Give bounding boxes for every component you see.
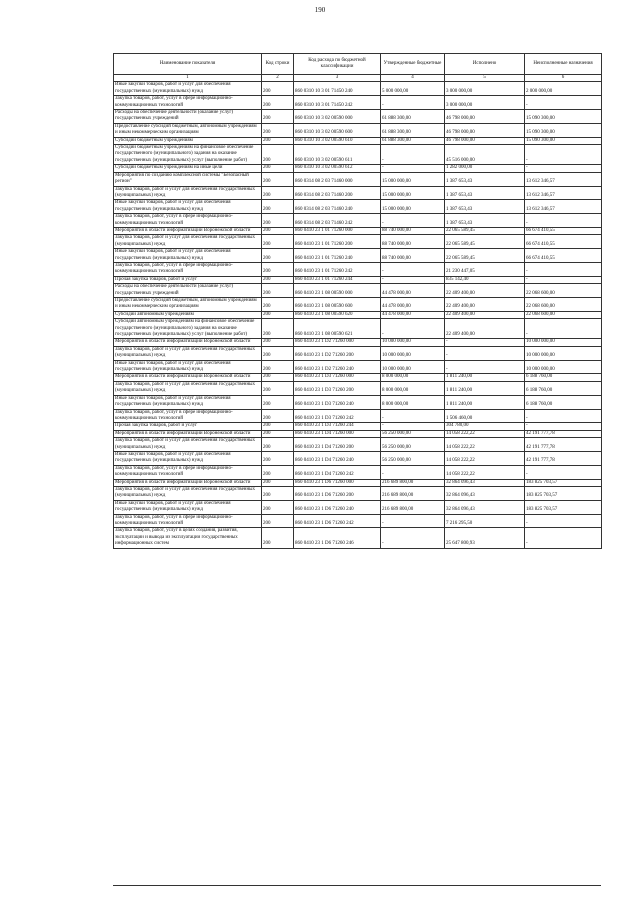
row-approved: 15 000 000,00 [381,200,445,214]
row-executed: 14 058 222,22 [445,465,525,479]
table-row [114,465,602,479]
row-line-code: 200 [262,200,294,214]
row-remaining: - [525,465,602,479]
row-approved: 5 000 000,00 [381,82,445,96]
table-row [114,249,602,263]
table-row [114,214,602,228]
row-line-code: 200 [262,500,294,514]
bottom-rule [113,885,601,886]
row-name: Закупка товаров, работ, услуг в сфере информационно-коммуникационных технологий [114,514,262,528]
column-number: 5 [445,75,525,82]
row-name: Мероприятия в области информатизации Воронежской области [114,374,262,381]
row-remaining: 10 000 000,00 [525,360,602,374]
row-executed: 45 516 000,00 [445,145,525,165]
row-name: Закупка товаров, работ, услуг в сфере информационно-коммуникационных технологий [114,96,262,110]
column-number: 2 [262,75,294,82]
row-approved: - [381,96,445,110]
row-name: Мероприятия в области информатизации Воронежской области [114,227,262,234]
row-approved: 15 000 000,00 [381,172,445,186]
row-budget-code: 860 0410 23 1 D4 71260 242 [294,465,381,479]
row-executed: 32 864 096,43 [445,479,525,486]
row-budget-code: 860 0410 23 1 D3 71260 244 [294,423,381,430]
row-budget-code: 860 0410 23 1 01 71260 242 [294,262,381,276]
row-line-code: 200 [262,514,294,528]
row-remaining: 66 674 410,55 [525,235,602,249]
row-remaining: 15 090 300,00 [525,123,602,137]
row-approved: 8 000 000,00 [381,374,445,381]
row-remaining: 13 612 346,57 [525,172,602,186]
row-remaining: - [525,145,602,165]
row-approved: 8 000 000,00 [381,395,445,409]
row-name: Закупка товаров, работ, услуг в сфере информационно-коммуникационных технологий [114,214,262,228]
row-budget-code: 860 0410 23 1 08 00590 620 [294,311,381,318]
row-name: Закупка товаров, работ и услуг для обеспечения государственных (муниципальных) нужд [114,486,262,500]
row-budget-code: 860 0410 23 1 D3 71260 000 [294,374,381,381]
row-budget-code: 860 0410 23 1 01 71260 240 [294,249,381,263]
row-remaining: 42 191 777,78 [525,430,602,437]
row-executed: 46 798 000,00 [445,137,525,144]
row-approved: 88 740 000,00 [381,227,445,234]
table-row [114,235,602,249]
row-name: Закупка товаров, работ и услуг для обеспечения государственных (муниципальных) нужд [114,346,262,360]
row-approved: 10 000 000,00 [381,339,445,346]
row-line-code: 200 [262,235,294,249]
row-budget-code: 860 0410 23 1 08 00590 600 [294,298,381,312]
budget-table [113,53,602,549]
table-row [114,514,602,528]
row-name: Иные закупки товаров, работ и услуг для обеспечения государственных (муниципальных) нужд [114,500,262,514]
row-approved: - [381,145,445,165]
row-approved: 44 478 000,00 [381,284,445,298]
row-name: Субсидии автономным учреждениям на финансовое обеспечение государственного (муниципального) задания на оказание государственных (муниципальных) услуг (выполнение работ) [114,319,262,339]
row-name: Иные закупки товаров, работ и услуг для обеспечения государственных (муниципальных) нужд [114,249,262,263]
row-approved: - [381,165,445,172]
row-line-code: 200 [262,311,294,318]
table-row [114,123,602,137]
row-name: Мероприятия в области информатизации Воронежской области [114,430,262,437]
header-line-code: Код строки [262,54,294,75]
row-remaining: - [525,409,602,423]
row-budget-code: 860 0410 23 1 08 00590 621 [294,319,381,339]
table-row [114,479,602,486]
row-budget-code: 860 0314 08 2 03 71460 000 [294,172,381,186]
row-budget-code: 860 0410 23 1 D6 71260 240 [294,500,381,514]
row-line-code: 200 [262,145,294,165]
row-budget-code: 860 0410 23 1 01 71260 200 [294,235,381,249]
row-remaining: 13 612 346,57 [525,186,602,200]
row-remaining: 10 000 000,00 [525,339,602,346]
row-budget-code: 860 0410 23 1 D2 71260 000 [294,339,381,346]
row-remaining: 22 068 600,00 [525,298,602,312]
row-name: Прочая закупка товаров, работ и услуг [114,423,262,430]
row-line-code: 200 [262,165,294,172]
header-row [114,54,602,75]
row-line-code: 200 [262,465,294,479]
row-remaining: 13 612 346,57 [525,200,602,214]
row-approved: 61 888 300,00 [381,137,445,144]
row-approved: 216 689 800,00 [381,500,445,514]
row-executed: 32 864 096,43 [445,500,525,514]
column-number: 1 [114,75,262,82]
row-line-code: 200 [262,214,294,228]
row-line-code: 200 [262,346,294,360]
row-line-code: 200 [262,137,294,144]
row-budget-code: 860 0410 23 1 01 71260 244 [294,276,381,283]
row-executed: - [445,360,525,374]
row-executed: 22 409 400,00 [445,284,525,298]
row-executed: - [445,339,525,346]
row-name: Расходы на обеспечение деятельности (оказание услуг) государственных учреждений [114,110,262,124]
row-remaining: 6 188 760,00 [525,374,602,381]
table-row [114,110,602,124]
row-remaining: 183 825 703,57 [525,500,602,514]
row-budget-code: 860 0410 23 1 D4 71260 240 [294,451,381,465]
header-executed: Исполнено [445,54,525,75]
row-remaining: 15 090 300,00 [525,110,602,124]
row-approved: 44 478 000,00 [381,298,445,312]
row-approved: - [381,409,445,423]
row-line-code: 200 [262,409,294,423]
row-budget-code: 860 0410 23 1 D6 71260 000 [294,479,381,486]
row-name: Субсидии бюджетным учреждениям на иные цели [114,165,262,172]
row-approved: - [381,465,445,479]
row-budget-code: 860 0410 23 1 D3 71260 242 [294,409,381,423]
row-name: Субсидии бюджетным учреждениям на финансовое обеспечение государственного (муниципального) задания на оказание государственных (муниципальных) услуг (выполнение работ) [114,145,262,165]
row-executed: 46 798 000,00 [445,110,525,124]
row-line-code: 200 [262,479,294,486]
column-number: 6 [525,75,602,82]
row-executed: 3 000 000,00 [445,96,525,110]
row-remaining: - [525,423,602,430]
row-line-code: 200 [262,82,294,96]
row-budget-code: 860 0410 23 1 D2 71260 240 [294,360,381,374]
row-line-code: 200 [262,486,294,500]
row-line-code: 200 [262,319,294,339]
row-executed: 835 142,40 [445,276,525,283]
row-line-code: 200 [262,528,294,548]
row-executed: 1 282 000,00 [445,165,525,172]
table-row [114,486,602,500]
row-approved: 61 888 300,00 [381,123,445,137]
row-name: Закупка товаров, работ, услуг в сфере информационно-коммуникационных технологий [114,465,262,479]
page-number: 190 [314,6,326,14]
row-executed: 1 506 460,00 [445,409,525,423]
row-executed: 1 811 240,00 [445,381,525,395]
row-executed: 22 409 400,00 [445,319,525,339]
row-name: Предоставление субсидий бюджетным, автономным учреждениям и иным некоммерческим организациям [114,298,262,312]
row-line-code: 200 [262,227,294,234]
row-budget-code: 860 0310 10 3 02 00590 612 [294,165,381,172]
table-row [114,319,602,339]
row-approved: - [381,514,445,528]
row-name: Прочая закупка товаров, работ и услуг [114,276,262,283]
row-budget-code: 860 0310 10 3 02 00590 610 [294,137,381,144]
row-executed: 22 065 589,45 [445,227,525,234]
header-name: Наименование показателя [114,54,262,75]
row-line-code: 200 [262,96,294,110]
column-number: 4 [381,75,445,82]
row-remaining: 22 068 600,00 [525,311,602,318]
row-approved: 10 000 000,00 [381,346,445,360]
row-name: Закупка товаров, работ, услуг в сфере информационно-коммуникационных технологий [114,409,262,423]
row-executed: - [445,346,525,360]
table-row [114,276,602,283]
row-executed: 22 065 589,45 [445,249,525,263]
table-row [114,438,602,452]
row-budget-code: 860 0410 23 1 01 71260 000 [294,227,381,234]
table-row [114,145,602,165]
row-budget-code: 860 0314 08 2 03 71460 242 [294,214,381,228]
row-executed: 3 000 000,00 [445,82,525,96]
table-row [114,200,602,214]
table-row [114,423,602,430]
row-remaining: - [525,528,602,548]
row-line-code: 200 [262,298,294,312]
row-remaining: 15 090 300,00 [525,137,602,144]
row-line-code: 200 [262,438,294,452]
table-row [114,339,602,346]
row-line-code: 200 [262,276,294,283]
row-name: Иные закупки товаров, работ и услуг для обеспечения государственных (муниципальных) нужд [114,451,262,465]
row-approved: 56 250 000,00 [381,438,445,452]
row-budget-code: 860 0310 10 3 01 71450 240 [294,82,381,96]
row-budget-code: 860 0314 08 2 03 71460 240 [294,200,381,214]
row-executed: 22 409 400,00 [445,311,525,318]
row-name: Закупка товаров, работ и услуг для обеспечения государственных (муниципальных) нужд [114,235,262,249]
row-name: Закупка товаров, работ, услуг в сфере информационно-коммуникационных технологий [114,262,262,276]
row-budget-code: 860 0310 10 3 02 00590 611 [294,145,381,165]
row-remaining: - [525,96,602,110]
row-budget-code: 860 0410 23 1 D4 71260 200 [294,438,381,452]
table-row [114,262,602,276]
row-budget-code: 860 0410 23 1 D4 71260 000 [294,430,381,437]
row-executed: 14 058 222,22 [445,430,525,437]
table-row [114,284,602,298]
header-remaining: Неисполненные назначения [525,54,602,75]
table-row [114,82,602,96]
table-row [114,172,602,186]
row-executed: 25 647 800,93 [445,528,525,548]
row-remaining: 10 000 000,00 [525,346,602,360]
row-remaining: - [525,514,602,528]
table-row [114,165,602,172]
row-remaining: - [525,319,602,339]
row-approved: - [381,262,445,276]
row-budget-code: 860 0410 23 1 D3 71260 240 [294,395,381,409]
row-approved: 56 250 000,00 [381,430,445,437]
row-remaining: 2 000 000,00 [525,82,602,96]
row-budget-code: 860 0410 23 1 08 00590 000 [294,284,381,298]
table-row [114,96,602,110]
row-line-code: 200 [262,186,294,200]
row-executed: 1 387 653,43 [445,186,525,200]
row-line-code: 200 [262,360,294,374]
row-line-code: 200 [262,381,294,395]
row-budget-code: 860 0410 23 1 D2 71260 200 [294,346,381,360]
row-name: Иные закупки товаров, работ и услуг для обеспечения государственных (муниципальных) нужд [114,395,262,409]
row-line-code: 200 [262,339,294,346]
row-remaining: - [525,276,602,283]
row-budget-code: 860 0410 23 1 D3 71260 200 [294,381,381,395]
table-row [114,374,602,381]
table-row [114,227,602,234]
row-line-code: 200 [262,249,294,263]
row-name: Субсидии автономным учреждениям [114,311,262,318]
row-executed: 1 387 653,43 [445,200,525,214]
row-executed: 32 864 096,43 [445,486,525,500]
row-approved: 216 689 800,00 [381,486,445,500]
row-budget-code: 860 0410 23 1 D6 71260 200 [294,486,381,500]
row-remaining: 6 188 760,00 [525,395,602,409]
row-remaining: 183 825 703,57 [525,479,602,486]
row-budget-code: 860 0410 23 1 D6 71260 242 [294,514,381,528]
table-row [114,500,602,514]
row-remaining: - [525,165,602,172]
row-approved: 44 478 000,00 [381,311,445,318]
row-line-code: 200 [262,395,294,409]
row-remaining: 6 188 760,00 [525,381,602,395]
row-line-code: 200 [262,423,294,430]
row-remaining: 66 674 410,55 [525,227,602,234]
row-line-code: 200 [262,374,294,381]
row-budget-code: 860 0310 10 3 02 00590 000 [294,110,381,124]
row-approved: 88 740 000,00 [381,235,445,249]
row-name: Предоставление субсидий бюджетным, автономным учреждениям и иным некоммерческим организациям [114,123,262,137]
row-executed: 1 387 653,43 [445,172,525,186]
row-approved: 56 250 000,00 [381,451,445,465]
row-executed: 1 387 653,43 [445,214,525,228]
row-budget-code: 860 0310 10 3 01 71450 242 [294,96,381,110]
row-name: Иные закупки товаров, работ и услуг для обеспечения государственных (муниципальных) нужд [114,82,262,96]
row-name: Закупка товаров, работ и услуг для обеспечения государственных (муниципальных) нужд [114,186,262,200]
column-number: 3 [294,75,381,82]
row-remaining: 42 191 777,78 [525,438,602,452]
row-name: Иные закупки товаров, работ и услуг для обеспечения государственных (муниципальных) нужд [114,360,262,374]
table-row [114,409,602,423]
row-line-code: 200 [262,110,294,124]
row-line-code: 200 [262,123,294,137]
table-row [114,395,602,409]
row-approved: 216 689 800,00 [381,479,445,486]
row-approved: 8 000 000,00 [381,381,445,395]
row-remaining: 66 674 410,55 [525,249,602,263]
table-row [114,186,602,200]
row-executed: 46 798 000,00 [445,123,525,137]
table-row [114,528,602,548]
row-line-code: 200 [262,262,294,276]
row-approved: - [381,319,445,339]
row-executed: 22 065 589,45 [445,235,525,249]
table-row [114,311,602,318]
row-executed: 1 811 240,00 [445,395,525,409]
row-line-code: 200 [262,430,294,437]
row-remaining: 22 068 600,00 [525,284,602,298]
table-row [114,137,602,144]
row-executed: 21 230 447,05 [445,262,525,276]
row-name: Закупка товаров, работ и услуг для обеспечения государственных (муниципальных) нужд [114,381,262,395]
row-remaining: - [525,262,602,276]
row-remaining: 42 191 777,78 [525,451,602,465]
table-row [114,381,602,395]
row-name: Мероприятия в области информатизации Воронежской области [114,479,262,486]
row-name: Расходы на обеспечение деятельности (оказание услуг) государственных учреждений [114,284,262,298]
row-approved: - [381,276,445,283]
row-name: Мероприятия по созданию комплексной системы "Безопасный регион" [114,172,262,186]
row-executed: 304 780,00 [445,423,525,430]
row-budget-code: 860 0314 08 2 03 71460 200 [294,186,381,200]
row-approved: 10 000 000,00 [381,360,445,374]
row-name: Субсидии бюджетным учреждениям [114,137,262,144]
row-budget-code: 860 0310 10 3 02 00590 600 [294,123,381,137]
row-executed: 22 409 400,00 [445,298,525,312]
row-name: Закупка товаров, работ и услуг для обеспечения государственных (муниципальных) нужд [114,438,262,452]
row-name: Иные закупки товаров, работ и услуг для обеспечения государственных (муниципальных) нужд [114,200,262,214]
row-line-code: 200 [262,172,294,186]
row-budget-code: 860 0410 23 1 D6 71260 246 [294,528,381,548]
row-remaining: 183 825 703,57 [525,486,602,500]
row-remaining: - [525,214,602,228]
table-row [114,360,602,374]
row-approved: 61 888 300,00 [381,110,445,124]
row-executed: 14 058 222,22 [445,451,525,465]
row-name: Мероприятия в области информатизации Воронежской области [114,339,262,346]
row-name: Закупка товаров, работ, услуг в целях создания, развития, эксплуатации и вывода из эксплуатации государственных информационных систем [114,528,262,548]
row-executed: 14 058 222,22 [445,438,525,452]
row-line-code: 200 [262,451,294,465]
header-approved: Утвержденные бюджетные [381,54,445,75]
column-number-row [114,75,602,82]
row-executed: 7 216 295,50 [445,514,525,528]
row-approved: - [381,423,445,430]
table-row [114,298,602,312]
row-approved: 15 000 000,00 [381,186,445,200]
table-row [114,430,602,437]
row-executed: 1 811 240,00 [445,374,525,381]
header-budget-code: Код расхода по бюджетной классификации [294,54,381,75]
row-line-code: 200 [262,284,294,298]
table-row [114,346,602,360]
table-row [114,451,602,465]
row-approved: - [381,214,445,228]
row-approved: 88 740 000,00 [381,249,445,263]
row-approved: - [381,528,445,548]
